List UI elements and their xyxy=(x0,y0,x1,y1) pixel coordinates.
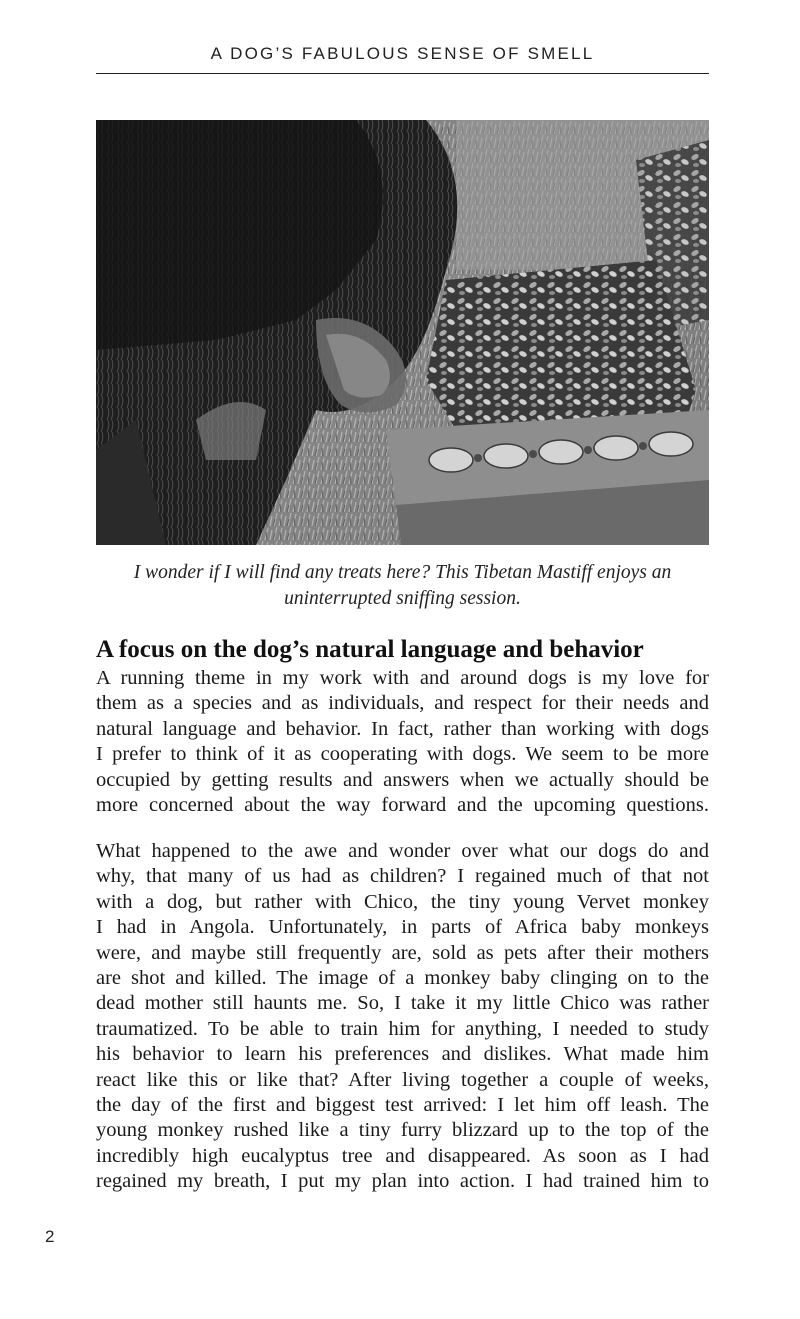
text-line: with a dog, but rather with Chico, the tiny young Vervet monkey xyxy=(96,890,709,913)
text-line: incredibly high eucalyptus tree and disappeared. As soon as I had xyxy=(96,1144,709,1167)
text-line: I had in Angola. Unfortunately, in parts of Africa baby monkeys xyxy=(96,916,709,939)
text-line: I prefer to think of it as cooperating with dogs. We seem to be more xyxy=(96,743,709,766)
caption-line-2: uninterrupted sniffing session. xyxy=(284,588,521,609)
text-line: young monkey rushed like a tiny furry blizzard up to the top of the xyxy=(96,1119,709,1142)
text-line: are shot and killed. The image of a monkey baby clinging on to the xyxy=(96,967,709,990)
text-line: dead mother still haunts me. So, I take it my little Chico was rather xyxy=(96,992,709,1015)
text-line: natural language and behavior. In fact, rather than working with dogs xyxy=(96,717,709,740)
photo-caption xyxy=(96,560,709,612)
text-line: why, that many of us had as children? I regained much of that not xyxy=(96,865,709,888)
text-line: regained my breath, I put my plan into action. I had trained him to xyxy=(96,1170,709,1193)
text-line: his behavior to learn his preferences and dislikes. What made him xyxy=(96,1043,709,1066)
running-head: A DOG’S FABULOUS SENSE OF SMELL xyxy=(210,44,595,63)
dog-sniffing-planter-photo xyxy=(96,120,709,545)
text-line: the day of the first and biggest test arrived: I let him off leash. The xyxy=(96,1094,709,1117)
text-line: them as a species and as individuals, and respect for their needs and xyxy=(96,692,709,715)
paragraph-1 xyxy=(96,666,709,818)
text-line: more concerned about the way forward and the upcoming questions. xyxy=(96,794,709,817)
paragraph-2 xyxy=(96,839,709,1195)
section-heading: A focus on the dog’s natural language and behavior xyxy=(96,636,644,663)
text-line: traumatized. To be able to train him for anything, I needed to study xyxy=(96,1017,709,1040)
text-line: A running theme in my work with and around dogs is my love for xyxy=(96,667,709,689)
header-rule xyxy=(96,73,709,74)
text-line: were, and maybe still frequently are, sold as pets after their mothers xyxy=(96,941,709,964)
text-line: react like this or like that? After living together a couple of weeks, xyxy=(96,1068,709,1091)
text-line: occupied by getting results and answers when we actually should be xyxy=(96,768,709,791)
text-line: What happened to the awe and wonder over what our dogs do and xyxy=(96,840,709,862)
page-number: 2 xyxy=(45,1227,55,1246)
caption-line-1: I wonder if I will find any treats here? This Tibetan Mastiff enjoys an xyxy=(133,562,672,583)
